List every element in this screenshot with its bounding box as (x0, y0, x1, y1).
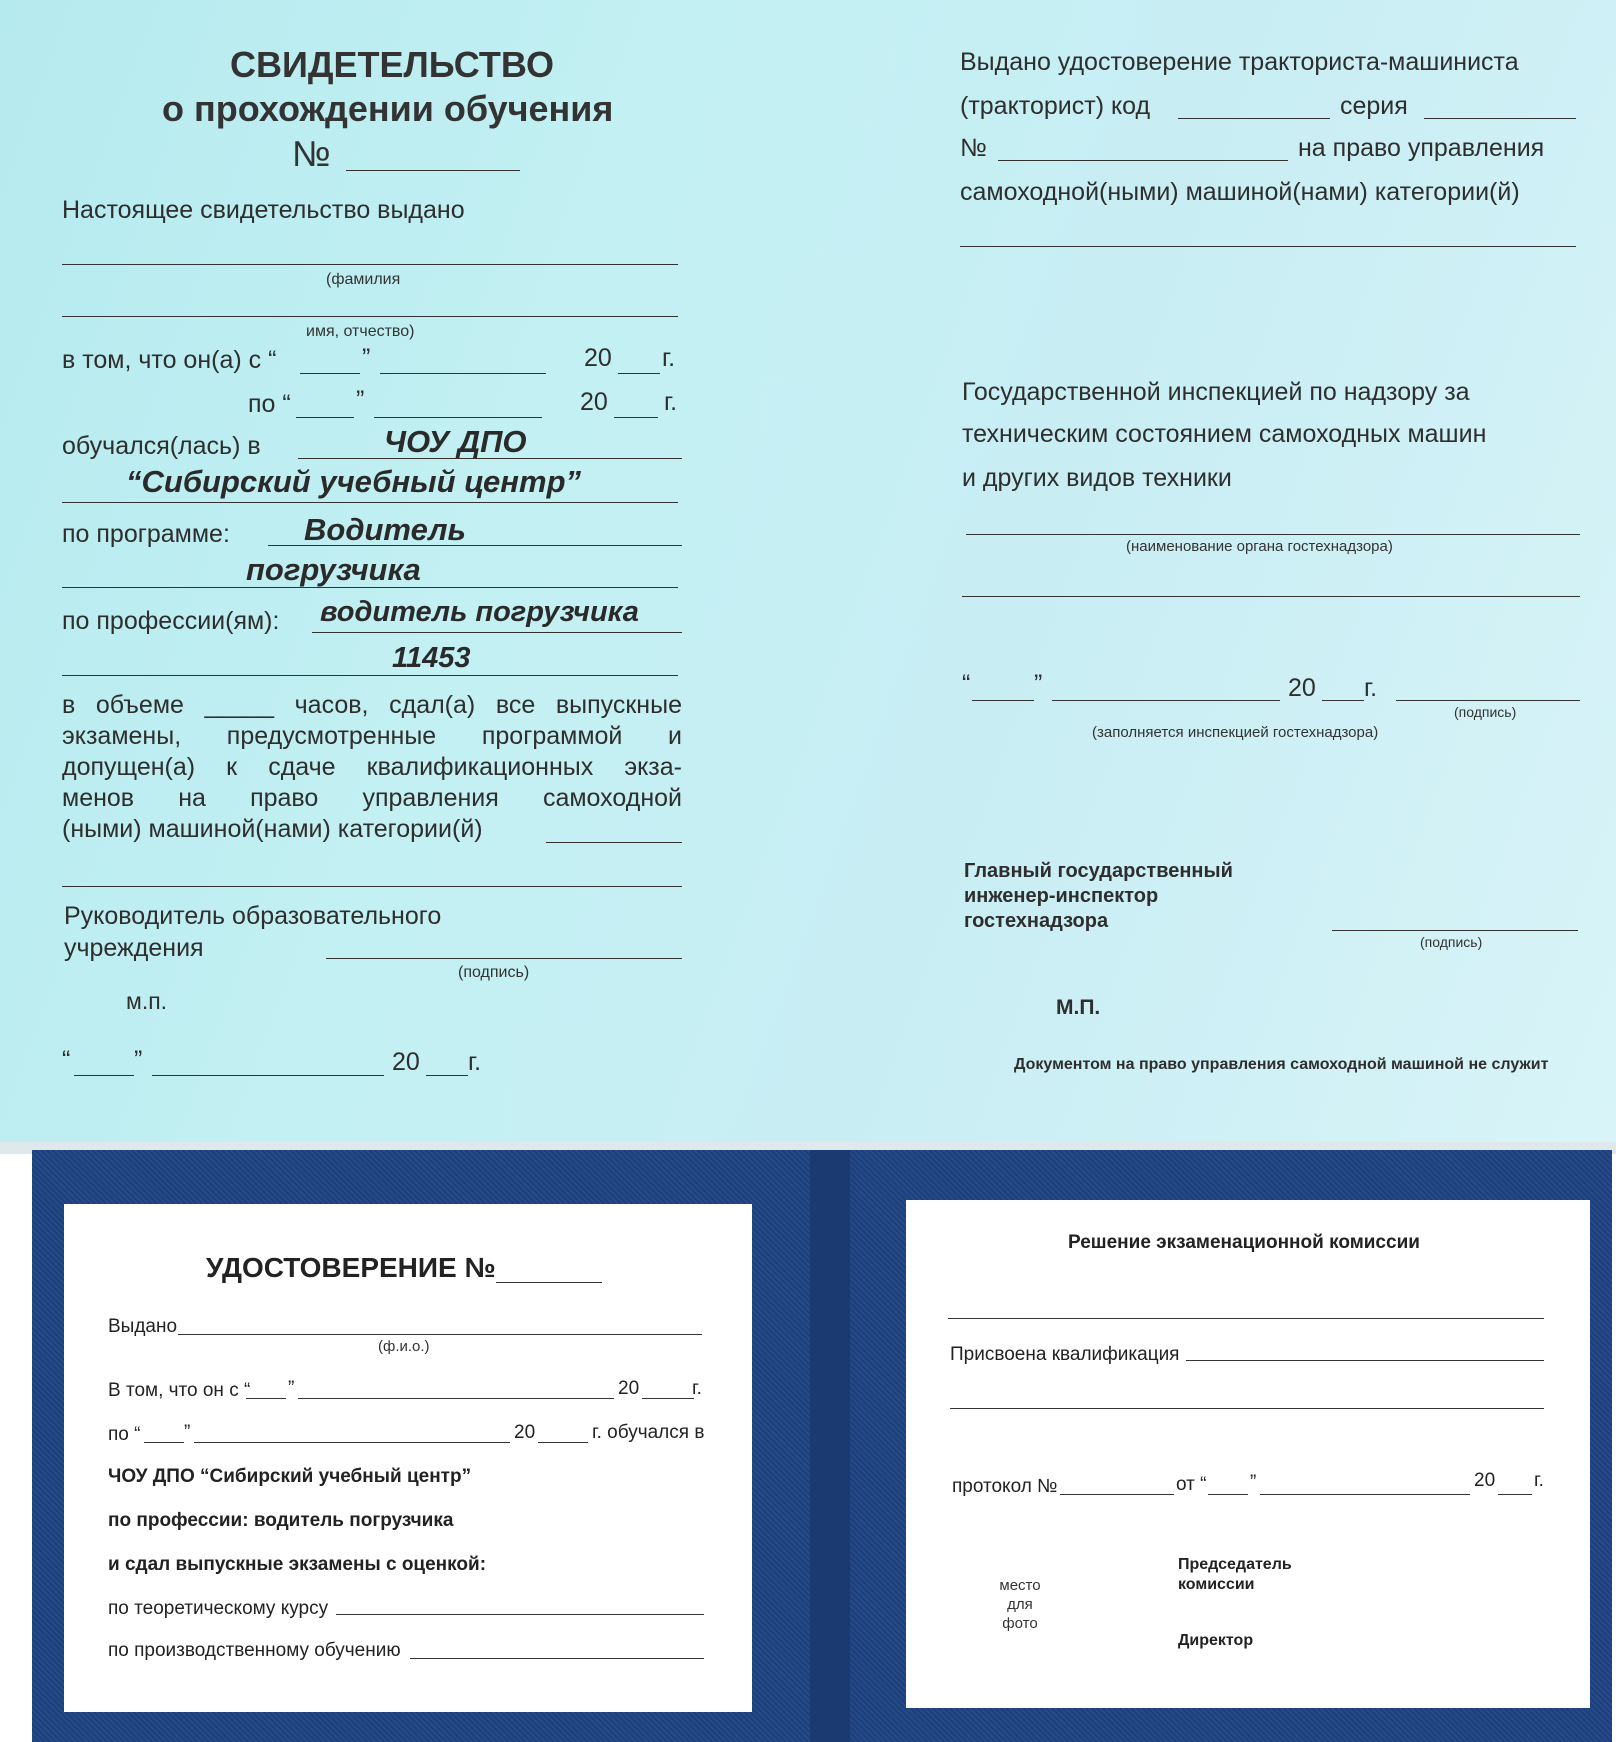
head-label-1: Руководитель образовательного (64, 902, 442, 930)
from-year-field[interactable] (618, 373, 660, 374)
to-year-suffix: г. (664, 388, 678, 416)
director-label: Директор (1178, 1632, 1254, 1649)
profession-field-1[interactable] (312, 632, 682, 633)
commission-field[interactable] (948, 1318, 1544, 1319)
category-field-1[interactable] (546, 842, 682, 843)
org-name-1: ЧОУ ДПО (384, 424, 527, 459)
booklet-spine (810, 1150, 850, 1742)
volume-paragraph (62, 690, 682, 845)
surname-field[interactable] (62, 264, 678, 265)
inspection-line-2: техническим состоянием самоходных машин (962, 420, 1487, 448)
inspector-line-2: инженер-инспектор (964, 885, 1159, 907)
org-name-2: “Сибирский учебный центр” (126, 464, 582, 499)
chairman-label-1: Председатель (1178, 1556, 1292, 1573)
id-to-year[interactable] (538, 1442, 588, 1443)
inspector-stamp: М.П. (1056, 996, 1101, 1019)
quote-close: ” (356, 386, 365, 414)
right-to-drive: на право управления (1298, 134, 1545, 162)
id-number-field[interactable] (496, 1282, 602, 1283)
authority-caption: (наименование органа гостехнадзора) (1126, 538, 1393, 555)
license-series-field[interactable] (1424, 118, 1576, 119)
qualification-field-2[interactable] (950, 1408, 1544, 1409)
tractor-license-line-1: Выдано удостоверение тракториста-машиниста (960, 48, 1519, 76)
inspector-signature-caption: (подпись) (1420, 934, 1483, 950)
certificate-number-label: № (292, 133, 331, 174)
protocol-year-prefix: 20 (1474, 1470, 1496, 1491)
id-theory-label: по теоретическому курсу (108, 1598, 329, 1619)
name-patronymic-field[interactable] (62, 316, 678, 317)
program-label: по программе: (62, 520, 230, 548)
quote-close: ” (362, 344, 371, 372)
issue-month-field[interactable] (152, 1075, 384, 1076)
fio-caption: (ф.и.о.) (378, 1338, 430, 1355)
protocol-year-field[interactable] (1498, 1494, 1532, 1495)
filled-caption: (заполняется инспекцией гостехнадзора) (1092, 724, 1379, 741)
disclaimer-text: Документом на право управления самоходной машиной не служит (1014, 1056, 1549, 1073)
quote-close: ” (288, 1378, 295, 1399)
id-issued-label: Выдано (108, 1316, 178, 1337)
from-day-field[interactable] (300, 373, 360, 374)
insp-year-prefix: 20 (1288, 674, 1316, 702)
license-number-label: № (960, 134, 987, 162)
id-from-year[interactable] (642, 1398, 694, 1399)
insp-signature-field[interactable] (1396, 700, 1580, 701)
profession-code: 11453 (392, 642, 471, 674)
org-field-2[interactable] (62, 502, 678, 503)
volume-line: в объеме _____ часов, сдал(а) все выпускные (62, 691, 682, 719)
photo-label: место (999, 1577, 1041, 1594)
id-fio-field[interactable] (178, 1334, 702, 1335)
to-year-field[interactable] (614, 417, 658, 418)
date-quote-close: ” (134, 1046, 143, 1074)
photo-placeholder (990, 1576, 1050, 1633)
volume-line: (ными) машиной(нами) категории(й) (62, 815, 483, 843)
license-number-field[interactable] (998, 160, 1288, 161)
date-quote-open: “ (62, 1046, 71, 1074)
volume-line: допущен(а) к сдаче квалификационных экза- (62, 753, 682, 781)
certificate-subtitle: о прохождении обучения (162, 88, 614, 129)
id-to-day[interactable] (144, 1442, 184, 1443)
studied-label: обучался(лась) в (62, 432, 261, 460)
id-practice-label: по производственному обучению (108, 1640, 401, 1661)
certificate-number-field[interactable] (346, 170, 520, 171)
head-label-2: учреждения (64, 934, 204, 962)
head-signature-field[interactable] (326, 958, 682, 959)
quote-close: ” (1250, 1472, 1257, 1493)
chairman-label-2: комиссии (1178, 1576, 1255, 1593)
id-to-label: по “ (108, 1424, 141, 1445)
category-field[interactable] (960, 246, 1576, 247)
id-from-label: В том, что он с “ (108, 1380, 251, 1401)
inspector-line-1: Главный государственный (964, 860, 1233, 882)
license-code-field[interactable] (1178, 118, 1330, 119)
tractor-license-line-2: (тракторист) код (960, 92, 1151, 120)
to-date-label: по “ (248, 390, 291, 418)
commission-title: Решение экзаменационной комиссии (1068, 1232, 1420, 1253)
protocol-label: протокол № (952, 1476, 1058, 1497)
protocol-month-field[interactable] (1260, 1494, 1470, 1495)
to-year-prefix: 20 (580, 388, 608, 416)
id-profession: по профессии: водитель погрузчика (108, 1510, 454, 1531)
photo-label: фото (1002, 1615, 1038, 1632)
profession-field-2[interactable] (62, 675, 678, 676)
authority-field[interactable] (966, 534, 1580, 535)
protocol-year-suffix: г. (1534, 1470, 1544, 1491)
insp-year-suffix: г. (1364, 674, 1378, 702)
volume-line: менов на право управления самоходной (62, 784, 682, 812)
name-caption: имя, отчество) (306, 323, 415, 340)
insp-quote-close: ” (1034, 670, 1043, 698)
inspector-line-3: гостехнадзора (964, 910, 1109, 932)
id-title: УДОСТОВЕРЕНИЕ № (206, 1252, 496, 1283)
stamp-place: м.п. (126, 988, 168, 1014)
protocol-day-field[interactable] (1208, 1494, 1248, 1495)
theory-grade-field[interactable] (336, 1614, 704, 1615)
practice-grade-field[interactable] (410, 1658, 704, 1659)
vehicle-category: самоходной(ными) машиной(нами) категории(й) (960, 178, 1520, 206)
inspection-line-3: и других видов техники (962, 464, 1232, 492)
profession-name: водитель погрузчика (320, 596, 639, 628)
id-to-month[interactable] (194, 1442, 510, 1443)
id-studied-in: г. обучался в (592, 1422, 705, 1443)
insp-quote-open: “ (962, 670, 971, 698)
id-exams: и сдал выпускные экзамены с оценкой: (108, 1554, 487, 1575)
program-name-1: Водитель (304, 512, 466, 547)
id-org: ЧОУ ДПО “Сибирский учебный центр” (108, 1466, 472, 1487)
insp-signature-caption: (подпись) (1454, 704, 1517, 720)
profession-label: по профессии(ям): (62, 607, 280, 635)
surname-caption: (фамилия (326, 271, 401, 288)
issue-year-prefix: 20 (392, 1048, 420, 1076)
signature-caption: (подпись) (458, 964, 530, 981)
id-from-year-prefix: 20 (618, 1378, 640, 1399)
from-year-prefix: 20 (584, 344, 612, 372)
authority-field-2[interactable] (962, 596, 1580, 597)
series-label: серия (1340, 92, 1408, 120)
to-day-field[interactable] (296, 417, 354, 418)
id-to-year-prefix: 20 (514, 1422, 536, 1443)
insp-year-field[interactable] (1322, 700, 1364, 701)
certificate-title: СВИДЕТЕЛЬСТВО (230, 44, 554, 85)
insp-day-field[interactable] (972, 700, 1034, 701)
issued-to-text: Настоящее свидетельство выдано (62, 196, 465, 224)
issue-day-field[interactable] (74, 1075, 134, 1076)
issue-year-suffix: г. (468, 1048, 482, 1076)
category-field-2[interactable] (62, 886, 682, 887)
insp-month-field[interactable] (1052, 700, 1280, 701)
photo-label: для (1007, 1596, 1033, 1613)
from-month-field[interactable] (380, 373, 546, 374)
issue-year-field[interactable] (426, 1075, 468, 1076)
id-from-month[interactable] (298, 1398, 614, 1399)
id-from-year-suffix: г. (692, 1378, 702, 1399)
from-date-label: в том, что он(а) с “ (62, 346, 277, 374)
inspection-line-1: Государственной инспекцией по надзору за (962, 378, 1470, 406)
volume-line: экзамены, предусмотренные программой и (62, 722, 682, 750)
protocol-number-field[interactable] (1060, 1494, 1174, 1495)
quote-close: ” (184, 1422, 191, 1443)
protocol-from-label: от “ (1176, 1474, 1207, 1495)
id-from-day[interactable] (246, 1398, 286, 1399)
to-month-field[interactable] (374, 417, 542, 418)
program-name-2: погрузчика (246, 552, 421, 587)
inspector-signature-field[interactable] (1332, 930, 1578, 931)
qualification-field[interactable] (1186, 1360, 1544, 1361)
from-year-suffix: г. (662, 344, 676, 372)
qualification-label: Присвоена квалификация (950, 1344, 1180, 1365)
